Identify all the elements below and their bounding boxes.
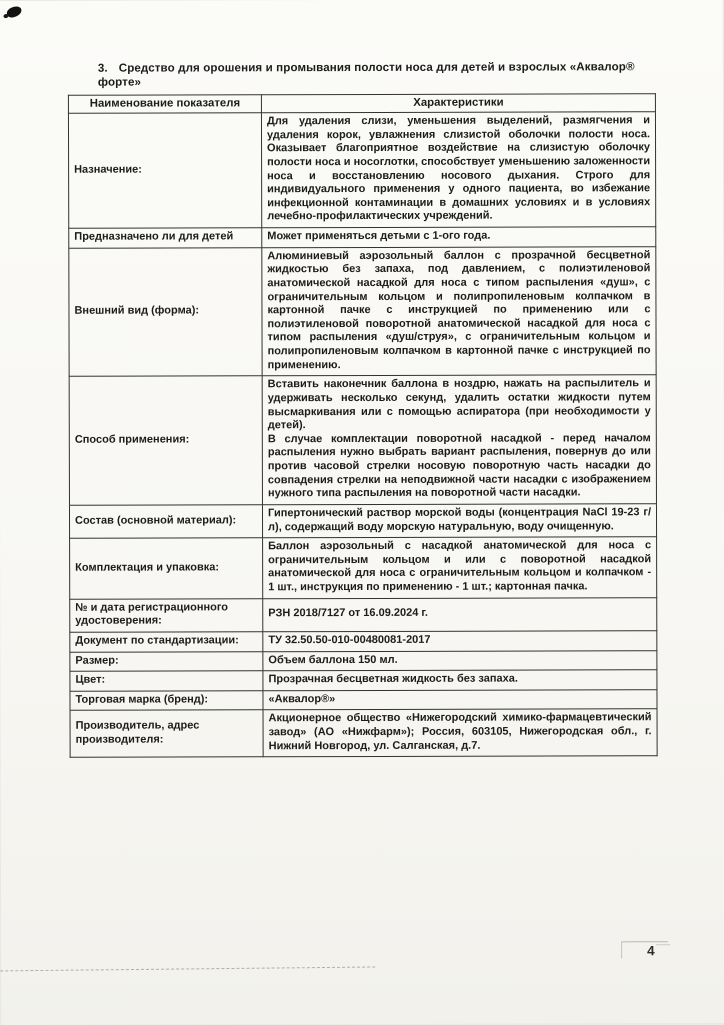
- row-value: ТУ 32.50.50-010-00480081-2017: [263, 631, 657, 652]
- table-row: [70, 709, 657, 757]
- scan-ink-blot: [6, 5, 23, 18]
- row-label: Размер:: [70, 651, 263, 671]
- table-row: [70, 597, 657, 632]
- row-label: № и дата регистрационного удостоверения:: [70, 598, 263, 632]
- row-value: Для удаления слизи, уменьшения выделений, размягчения и удаления корок, увлажнения слизистой оболочки полости носа. Оказывает благоприятное воздействие на слизистую оболочку полости носа и носоглотки, способствует уменьшению заложенности носа и восстановлению носового дыхания. Строго для индивидуального применения у одного пациента, во избежание инфекционной контаминации в домашних условиях и в условиях лечебно-профилактических учреждений.: [261, 112, 655, 228]
- table-row: [69, 504, 656, 539]
- row-value: Прозрачная бесцветная жидкость без запаха.: [263, 670, 657, 691]
- row-value: Может применяться детьми с 1-ого года.: [262, 227, 656, 248]
- scan-dotted-line: [0, 966, 375, 971]
- title-number: 3.: [97, 61, 108, 75]
- row-value: Гипертонический раствор морской воды (концентрация NaCl 19-23 г/л), содержащий воду морскую натуральную, воду очищенную.: [262, 504, 656, 538]
- document-title: [98, 60, 650, 89]
- page-number: 4: [647, 943, 655, 959]
- row-label: Внешний вид (форма):: [69, 247, 262, 376]
- row-value: РЗН 2018/7127 от 16.09.2024 г.: [263, 597, 657, 631]
- table-row: [70, 670, 657, 691]
- row-label: Комплектация и упаковка:: [70, 538, 263, 599]
- row-label: Назначение:: [68, 113, 261, 229]
- table-row: [70, 650, 657, 671]
- row-label: Торговая марка (бренд):: [70, 691, 263, 711]
- row-value: «Аквалор®»: [263, 689, 657, 710]
- row-value: Объем баллона 150 мл.: [263, 650, 657, 671]
- row-label: Предназначено ли для детей: [69, 228, 262, 248]
- table-row: [70, 631, 657, 652]
- table-header-row: [68, 94, 655, 114]
- title-text: Средство для орошения и промывания полости носа для детей и взрослых «Аквалор® форте»: [97, 60, 635, 89]
- row-label: Цвет:: [70, 671, 263, 691]
- row-label: Состав (основной материал):: [69, 505, 262, 539]
- row-label: Производитель, адрес производителя:: [70, 710, 263, 757]
- column-header-parameter: Наименование показателя: [68, 95, 261, 114]
- row-value: Акционерное общество «Нижегородский химико-фармацевтический завод» (АО «Нижфарм»); Россия, 603105, Нижегородская обл., г. Нижний Новгород, ул. Салганская, д.7.: [263, 709, 657, 757]
- product-spec-table: [68, 93, 658, 758]
- table-row: [70, 537, 657, 599]
- table-row: [69, 375, 656, 505]
- row-label: Способ применения:: [69, 376, 262, 505]
- table-row: [69, 227, 656, 248]
- scan-corner-mark: [621, 941, 668, 958]
- row-value: Вставить наконечник баллона в ноздрю, нажать на распылитель и удерживать несколько секунд, удалить остатки жидкости путем высмаркивания или с помощью аспиратора (при необходимости у детей). В случае комплектации поворотной насадкой - перед началом распыления нужно выбрать вариант распыления, повернув до или против часовой стрелки носовую поворотную часть насадки до совпадения стрелки на неподвижной части насадки с изображением нужного типа распыления на поворотной части насадки.: [262, 375, 656, 505]
- row-label: Документ по стандартизации:: [70, 632, 263, 652]
- row-value: Баллон аэрозольный с насадкой анатомической для носа с ограничительным кольцом и или с поворотной насадкой анатомической для носа с ограничительным кольцом и колпачком - 1 шт., инструкция по применению - 1 шт.; картонная пачка.: [263, 537, 657, 599]
- table-row: [70, 689, 657, 710]
- table-row: [69, 246, 656, 376]
- table-row: [68, 112, 655, 229]
- row-value: Алюминиевый аэрозольный баллон с прозрачной бесцветной жидкостью без запаха, под давлением, с полиэтиленовой анатомической насадкой для носа с типом распыления «душ», с ограничительным кольцом и полипропиленовым колпачком в картонной пачке с инструкцией по применению или с полиэтиленовой поворотной анатомической насадкой для носа с типом распыления «душ/струя», с ограничительным кольцом и полипропиленовым колпачком в картонной пачке с инструкцией по применению.: [262, 246, 656, 376]
- column-header-characteristics: Характеристики: [261, 94, 655, 113]
